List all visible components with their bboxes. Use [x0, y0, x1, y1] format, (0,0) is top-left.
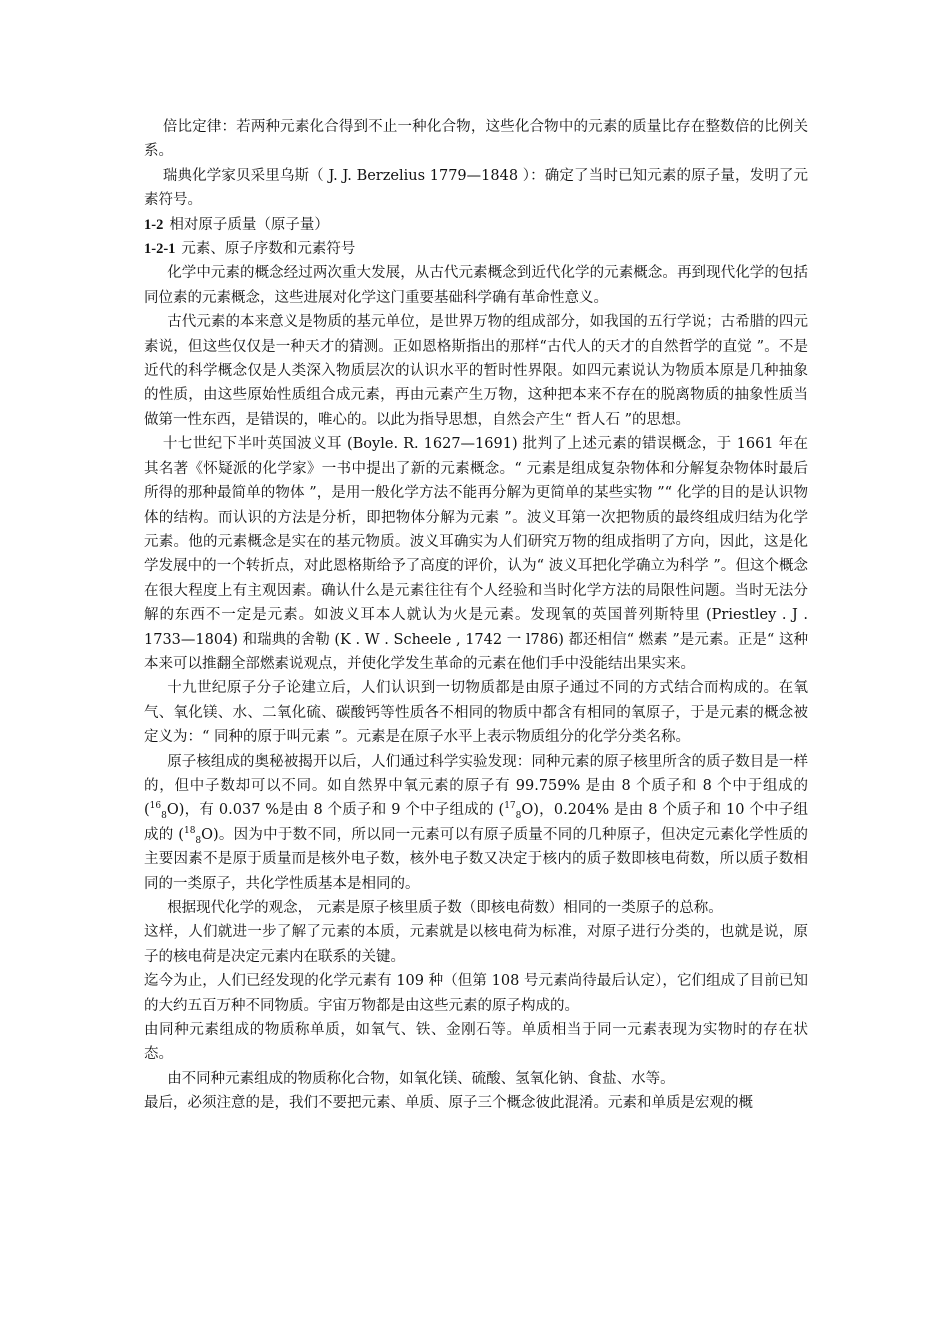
element-symbol: O) [201, 826, 219, 843]
section-heading-1-2 [144, 213, 808, 237]
paragraph-multiple-proportions: 倍比定律：若两种元素化合得到不止一种化合物，这些化合物中的元素的质量比存在整数倍的比例关系。 [144, 119, 808, 160]
paragraph-known-elements: 迄今为止，人们已经发现的化学元素有 109 种（但第 108 号元素尚待最后认定），它们组成了目前已知的大约五百万种不同物质。宇宙万物都是由这些元素的原子构成的。 [144, 973, 808, 1014]
document-page [144, 115, 808, 1116]
element-symbol: O) [166, 802, 185, 819]
section-heading-1-2-1 [144, 237, 808, 261]
section-title: 元素、原子序数和元素符号 [181, 241, 356, 258]
section-title: 相对原子质量（原子量） [169, 216, 329, 233]
paragraph-boyle: 十七世纪下半叶英国波义耳 (Boyle. R. 1627—1691) 批判了上述元素的错误概念，于 1661 年在其名著《怀疑派的化学家》一书中提出了新的元素概念。“ 元素是组成复杂物体和分解复杂物体时最后所得的那种最简单的物体 ”，是用一般化学方法不能再分解为更简单的某些实物 ”“ 化学的目的是认识物体的结构。而认识的方法是分析，即把物体分解为元素 ”。波义耳第一次把物质的最终组成归结为化学元素。他的元素概念是实在的基元物质。波义耳确实为人们研究万物的组成指明了方向，因此，这是化学发展中的一个转折点，对此恩格斯给予了高度的评价，认为“ 波义耳把化学确立为科学 ”。但这个概念在很大程度上有主观因素。确认什么是元素往往有个人经验和当时化学方法的局限性问题。当时无法分解的东西不一定是元素。如波义耳本人就认为火是元素。发现氧的英国普列斯特里 (Priestley . J . 1733—1804) 和瑞典的舍勒 (K . W . Scheele , 1742 一 l786) 都还相信“ 燃素 ”是元素。正是“ 这种本来可以推翻全部燃素说观点，并使化学发生革命的元素在他们手中没能结出果实来。 [144, 436, 808, 672]
paragraph-final-note: 最后，必须注意的是，我们不要把元素、单质、原子三个概念彼此混淆。元素和单质是宏观的概 [144, 1095, 753, 1112]
text-run: ，0.204% 是由 8 个质子和 10 个中子组成的 ( [144, 802, 808, 843]
section-number: 1-2 [144, 216, 164, 233]
paragraph-isotopes [144, 750, 808, 896]
paragraph-modern-definition: 根据现代化学的观念， 元素是原子核里质子数（即核电荷数）相同的一类原子的总称。 [167, 900, 723, 916]
paragraph-compound: 由不同种元素组成的物质称化合物，如氧化镁、硫酸、氢氧化钠、食盐、水等。 [167, 1070, 675, 1087]
atomic-number: 8 [515, 811, 522, 822]
text-run: 。因为中于数不同，所以同一元素可以有原子质量不同的几种原子，但决定元素化学性质的主要因素不是原于质量而是核外电子数，核外电子数又决定于核内的质子数即核电荷数，所以质子数相同的一类原子，共化学性质基本是相同的。 [144, 826, 808, 892]
text-run: 原子核组成的奥秘被揭开以后，人们通过科学实验发现：同种元素的原子核里所含的质子数目是一样的，但中子数却可以不同。如自然界中氧元素的原子有 99.759% 是由 8 个质子和 8 个中于组成的 ( [144, 753, 808, 819]
paragraph-berzelius: 瑞典化学家贝采里乌斯（ J. J. Berzelius 1779—1848 ）：确定了当时已知元素的原子量，发明了元素符号。 [144, 167, 808, 209]
paragraph-nuclear-charge: 这样，人们就进一步了解了元素的本质，元素就是以核电荷为标准，对原子进行分类的，也就是说，原子的核电荷是决定元素内在联系的关键。 [144, 924, 808, 965]
element-symbol: O) [521, 802, 539, 819]
atomic-number: 8 [195, 835, 202, 846]
paragraph-simple-substance: 由同种元素组成的物质称单质，如氧气、铁、金刚石等。单质相当于同一元素表现为实物时的存在状态。 [144, 1022, 808, 1063]
paragraph-atomic-theory: 十九世纪原子分子论建立后，人们认识到一切物质都是由原子通过不同的方式结合而构成的。在氧气、氧化镁、水、二氧化硫、碳酸钙等性质各不相同的物质中都含有相同的氧原子，于是元素的概念被定义为：“ 同种的原于叫元素 ”。元素是在原子水平上表示物质组分的化学分类名称。 [144, 680, 808, 746]
mass-number: 18 [183, 825, 196, 836]
text-run: ，有 0.037 %是由 8 个质子和 9 个中子组成的 ( [184, 802, 505, 819]
section-number: 1-2-1 [144, 241, 176, 258]
mass-number: 16 [149, 801, 162, 812]
paragraph-element-concept: 化学中元素的概念经过两次重大发展，从古代元素概念到近代化学的元素概念。再到现代化学的包括同位素的元素概念，这些进展对化学这门重要基础科学确有革命性意义。 [144, 265, 808, 306]
mass-number: 17 [504, 801, 516, 812]
paragraph-ancient-elements: 古代元素的本来意义是物质的基元单位，是世界万物的组成部分，如我国的五行学说；古希腊的四元素说，但这些仅仅是一种天才的猜测。正如恩格斯指出的那样“古代人的天才的自然哲学的直觉 ”。不是近代的科学概念仅是人类深入物质层次的认识水平的暂时性界限。如四元素说认为物质本原是几种抽象的性质，由这些原始性质组合成元素，再由元素产生万物，这种把本来不存在的脱离物质的抽象性质当做第一性东西，是错误的，唯心的。以此为指导思想，自然会产生“ 哲人石 ”的思想。 [144, 314, 808, 428]
atomic-number: 8 [161, 811, 167, 822]
